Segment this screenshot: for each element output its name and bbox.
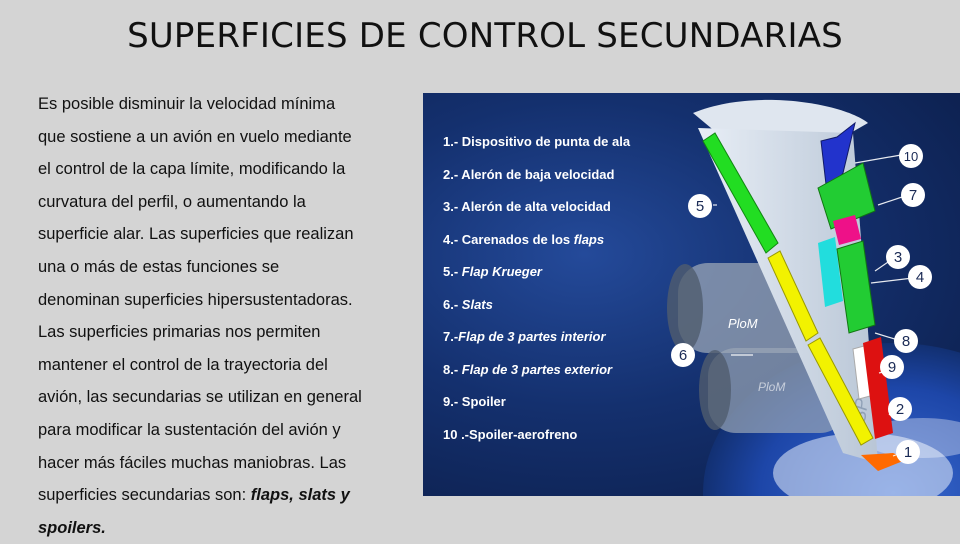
- legend-item-2: 2.- Alerón de baja velocidad: [443, 166, 615, 182]
- svg-text:4: 4: [915, 269, 925, 286]
- body-line-last: [38, 479, 418, 512]
- body-line: Es posible disminuir la velocidad mínima: [38, 95, 336, 113]
- svg-text:8: 8: [901, 333, 911, 350]
- svg-text:5: 5: [695, 198, 705, 215]
- engine-label: PloM: [728, 316, 758, 331]
- body-line: superficie alar. Las superficies que realizan: [38, 225, 354, 244]
- callout-9: [880, 355, 904, 379]
- body-line: el control de la capa límite, modificando la: [38, 160, 346, 179]
- callout-4: [908, 265, 932, 289]
- body-paragraph: [38, 88, 418, 544]
- legend-item-9: 9.- Spoiler: [443, 394, 506, 409]
- svg-text:7: 7: [908, 187, 918, 204]
- legend-item-10: 10 .-Spoiler-aerofreno: [443, 426, 578, 442]
- body-text-prefix: superficies secundarias son:: [38, 486, 251, 505]
- svg-text:3: 3: [893, 249, 903, 266]
- callout-1: [896, 440, 920, 464]
- legend-item-8: 8.- Flap de 3 partes exterior: [443, 361, 613, 377]
- svg-text:10: 10: [903, 149, 919, 164]
- legend-item-4: 4.- Carenados de los flaps: [443, 231, 605, 247]
- svg-text:2: 2: [895, 401, 905, 418]
- svg-text:9: 9: [887, 359, 897, 376]
- callout-7: [901, 183, 925, 207]
- body-line: avión, las secundarias se utilizan en general: [38, 388, 362, 407]
- body-line: denominan superficies hipersustentadoras.: [38, 290, 353, 309]
- svg-text:1: 1: [903, 444, 913, 461]
- callout-5: [688, 194, 712, 218]
- body-line: hacer más fáciles muchas maniobras. Las: [38, 453, 347, 472]
- callout-3: [886, 245, 910, 269]
- body-line: curvatura del perfil, o aumentando la: [38, 192, 306, 211]
- body-emphasis-final: spoilers.: [38, 518, 106, 537]
- slide-title: SUPERFICIES DE CONTROL SECUNDARIAS: [127, 16, 843, 56]
- legend-item-7: 7.-Flap de 3 partes interior: [443, 329, 606, 344]
- legend-item-6: 6.- Slats: [443, 296, 493, 312]
- legend-item-5: 5.- Flap Krueger: [443, 264, 542, 279]
- legend-item-3: 3.- Alerón de alta velocidad: [443, 199, 611, 214]
- body-line: para modificar la sustentación del avión y: [38, 420, 341, 439]
- callout-10: [899, 144, 923, 168]
- body-line-final: [38, 512, 418, 544]
- engine-label-2: PloM: [758, 380, 786, 394]
- body-line: una o más de estas funciones se: [38, 257, 280, 276]
- body-line: mantener el control de la trayectoria del: [38, 355, 328, 374]
- body-emphasis: flaps, slats y: [250, 486, 350, 505]
- callout-2: [888, 397, 912, 421]
- callout-8: [894, 329, 918, 353]
- body-line: que sostiene a un avión en vuelo mediante: [38, 127, 352, 146]
- svg-text:6: 6: [678, 347, 688, 364]
- legend-item-1: 1.- Dispositivo de punta de ala: [443, 134, 631, 149]
- callout-6: [671, 343, 695, 367]
- body-line: Las superficies primarias nos permiten: [38, 323, 321, 342]
- wing-diagram-figure: [423, 93, 960, 496]
